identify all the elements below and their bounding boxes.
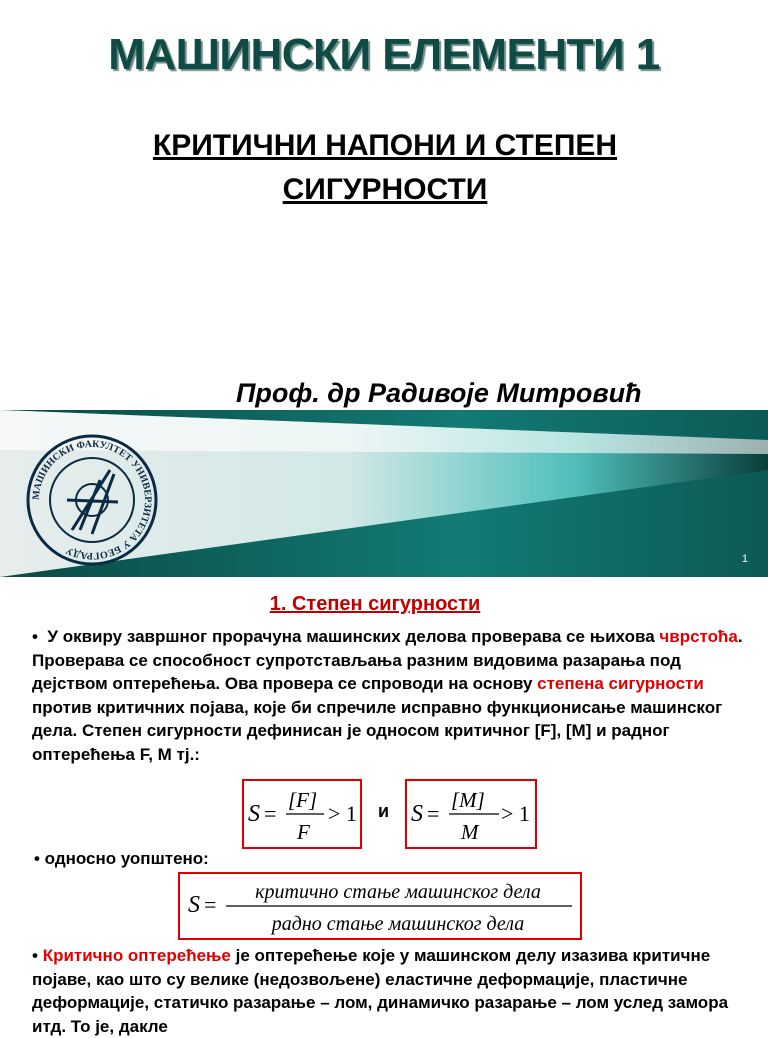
highlight-critical-load: Критично оптерећење (42, 946, 231, 965)
svg-text:=: = (264, 801, 277, 826)
slide-title: МАШИНСКИ ЕЛЕМЕНТИ 1 (108, 30, 660, 79)
slide-2 (0, 583, 768, 1036)
formula-rhs: > 1 (328, 801, 357, 826)
formula-lhs: S (248, 801, 260, 827)
general-form-label: • односно уопштено: (34, 849, 209, 868)
formula-moment (405, 779, 537, 849)
formula-rhs: > 1 (501, 801, 530, 826)
formula-force (242, 779, 362, 849)
svg-text:=: = (427, 801, 440, 826)
highlight-safety-factor: степена сигурности (537, 674, 704, 693)
bullet-mark: • (32, 946, 38, 965)
formula-lhs: S (411, 801, 423, 827)
para-text-4: против критичних појава, које би спречиле исправно функционисање машинског дела. Степен сигурности дефинисан је односом критичног [F], [M] и радног оптерећења F, M тј.: (32, 697, 723, 764)
para-text: је оптерећење које у машинском делу изазива критичне појаве, као што су велике (недозвољене) еластичне деформације, пластичне деформације, статичко разарање – лом, динамичко разарање – лом услед замора итд. То је, дакле (32, 946, 729, 1036)
formula-denominator: M (461, 820, 479, 844)
conjunction-and: и (378, 801, 390, 821)
subtitle-line-1: КРИТИЧНИ НАПОНИ И СТЕПЕН (152, 129, 618, 162)
para-text-2: њихова (589, 627, 660, 646)
svg-text:=: = (204, 892, 217, 917)
bullet-mark: • (32, 627, 38, 646)
formula-denominator: радно стање машинског дела (271, 913, 525, 935)
para-text-3: . Проверава се способност супротстављања разним видовима разарања под дејством оптерећења. Ова провера се спроводи на основу (32, 627, 743, 693)
formula-general (178, 872, 582, 940)
highlight-strength: чврстоћа (659, 627, 738, 646)
subtitle-line-2: СИГУРНОСТИ (282, 173, 488, 206)
critical-load-paragraph (32, 944, 752, 1038)
formula-numerator: [F] (288, 788, 318, 812)
formula-numerator: [M] (451, 788, 485, 812)
author-name: Проф. др Радивоје Митровић (236, 378, 642, 408)
university-seal-logo (22, 430, 162, 570)
formula-lhs: S (188, 892, 200, 918)
page-number: 1 (741, 553, 748, 565)
formula-numerator: критично стање машинског дела (255, 881, 541, 903)
svg-text:МАШИНСКИ ФАКУЛТЕТ УНИВЕРЗИТЕТА: МАШИНСКИ ФАКУЛТЕТ УНИВЕРЗИТЕТА У БЕОГРАДУ (30, 438, 154, 562)
intro-paragraph (32, 625, 752, 766)
formula-denominator: F (297, 820, 310, 844)
para-text-1: У оквиру завршног прорачуна машинских делова проверава се (47, 627, 585, 646)
slide-subtitle (40, 124, 730, 212)
section-heading: 1. Степен сигурности (269, 593, 481, 615)
